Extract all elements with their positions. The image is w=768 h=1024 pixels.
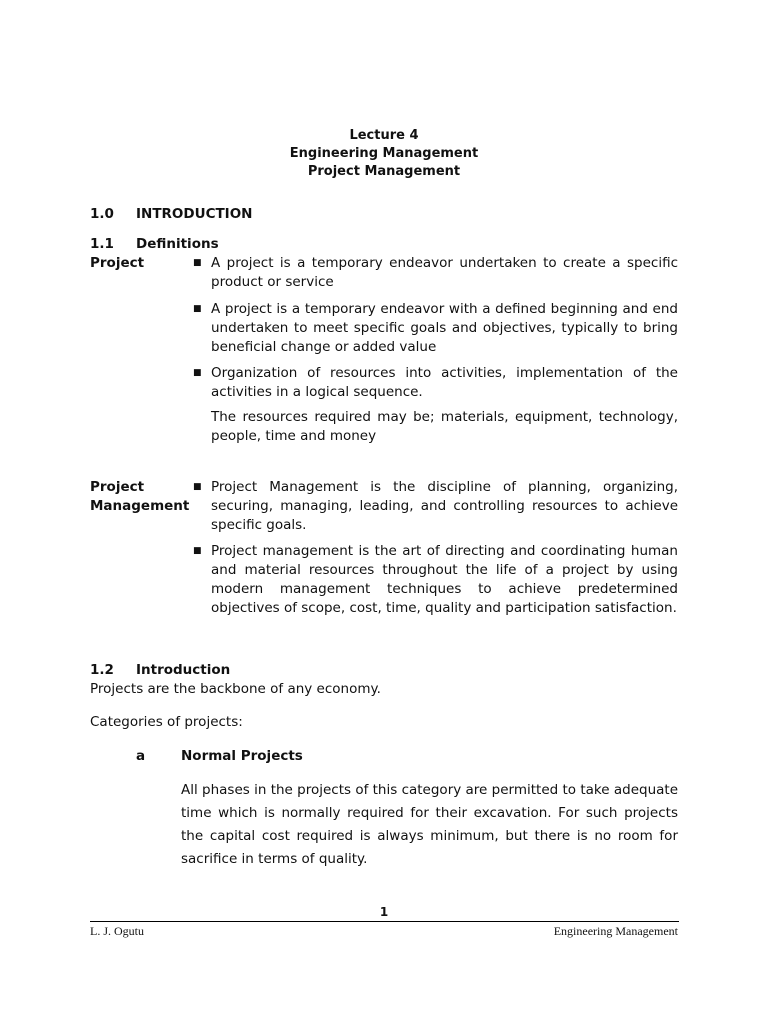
pm-definition-1: Project Management is the discipline of planning, organizing, securing, managing, leading, and controlling resources to achieve specific goals. [211,479,678,533]
footer-divider [90,921,679,922]
section-1-1-number: 1.1 [90,236,114,252]
project-resources-note: The resources required may be; materials, equipment, technology, people, time and money [211,409,678,444]
term-project: Project [90,255,145,271]
category-a-letter: a [136,748,146,764]
bullet-square-icon: ■ [193,258,202,268]
category-a-title: Normal Projects [181,748,303,764]
project-definition-3: Organization of resources into activities, implementation of the activities in a logical sequence. [211,365,678,400]
categories-label: Categories of projects: [90,714,243,730]
course-title: Engineering Management [289,146,479,161]
section-1-2-heading: Introduction [136,662,231,678]
project-definition-1: A project is a temporary endeavor undertaken to create a specific product or service [211,255,678,290]
page-number: 1 [379,905,389,919]
footer-course: Engineering Management [553,924,678,938]
bullet-square-icon: ■ [193,368,202,378]
bullet-square-icon: ■ [193,482,202,492]
bullet-square-icon: ■ [193,304,202,314]
project-definition-2: A project is a temporary endeavor with a defined beginning and end undertaken to meet specific goals and objectives, typically to bring beneficial change or added value [211,301,678,355]
term-project-management [90,478,189,516]
section-1-1-heading: Definitions [136,236,219,252]
section-1-0-heading: INTRODUCTION [136,206,253,222]
section-1-2-number: 1.2 [90,662,114,678]
section-1-0-number: 1.0 [90,206,114,222]
term-project-management-line-1: Project [90,479,145,495]
pm-definition-2: Project management is the art of directing and coordinating human and material resources throughout the life of a project by using modern management techniques to achieve predetermined objectives of scope, cost, time, quality and participation satisfaction. [211,543,678,616]
category-a-body: All phases in the projects of this category are permitted to take adequate time which is normally required for their excavation. For such projects the capital cost required is always minimum, but there is no room for sacrifice in terms of quality. [181,782,678,867]
term-project-management-line-2: Management [90,498,190,514]
bullet-square-icon: ■ [193,546,202,556]
lecture-number: Lecture 4 [349,128,419,143]
topic-title: Project Management [307,164,461,179]
section-1-2-lead: Projects are the backbone of any economy. [90,681,381,697]
document-title-block [0,127,768,181]
footer-author: L. J. Ogutu [90,924,144,938]
